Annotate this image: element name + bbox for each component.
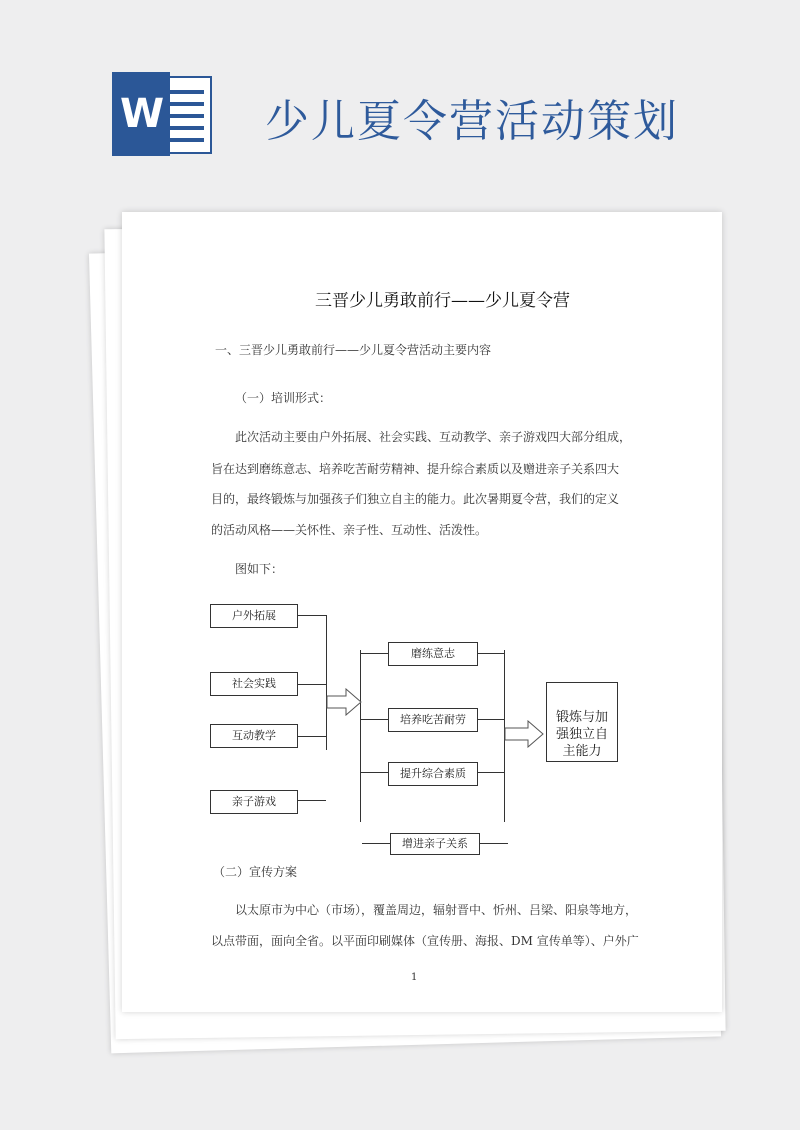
connector <box>362 843 390 844</box>
connector <box>360 719 388 720</box>
paragraph-line: 旨在达到磨练意志、培养吃苦耐劳精神、提升综合素质以及赠进亲子关系四大 <box>211 462 620 476</box>
paragraph-line: 以点带面，面向全省。以平面印刷媒体（宣传册、海报、DM 宣传单等）、户外广 <box>211 934 639 948</box>
connector <box>478 653 504 654</box>
logo-letter: W <box>112 72 170 156</box>
diagram-box-goal: 提升综合素质 <box>388 762 478 786</box>
connector <box>298 615 326 616</box>
connector <box>478 719 504 720</box>
subsection-heading: （一）培训形式： <box>235 391 332 405</box>
banner-title: 少儿夏令营活动策划 <box>265 96 679 147</box>
paragraph-line: 以太原市为中心（市场），覆盖周边，辐射晋中、忻州、吕梁、阳泉等地方， <box>235 903 638 917</box>
diagram-box-goal: 磨练意志 <box>388 642 478 666</box>
arrow-right-icon <box>326 688 362 716</box>
diagram-box-goal: 培养吃苦耐劳 <box>388 708 478 732</box>
connector <box>298 684 326 685</box>
connector <box>360 650 361 822</box>
paragraph-line: 目的，最终锻炼与加强孩子们独立自主的能力。此次暑期夏令营，我们的定义 <box>211 492 620 506</box>
result-line: 强独立自 <box>555 727 608 742</box>
document-title: 三晋少儿勇敢前行——少儿夏令营 <box>315 291 570 311</box>
page-number: 1 <box>411 972 418 983</box>
connector <box>360 772 388 773</box>
figure-label: 图如下： <box>235 562 284 576</box>
result-line: 锻炼与加 <box>555 710 608 725</box>
diagram-box-result <box>546 682 618 762</box>
subsection-heading: （二）宣传方案 <box>213 865 298 879</box>
connector <box>298 736 326 737</box>
connector <box>326 615 327 750</box>
paragraph-line: 此次活动主要由户外拓展、社会实践、互动教学、亲子游戏四大部分组成， <box>235 430 632 444</box>
section-heading: 一、三晋少儿勇敢前行——少儿夏令营活动主要内容 <box>215 343 492 357</box>
connector <box>480 843 508 844</box>
diagram-box-goal: 增进亲子关系 <box>390 833 480 855</box>
paragraph-line: 的活动风格——关怀性、亲子性、互动性、活泼性。 <box>211 523 488 537</box>
diagram-box-input: 户外拓展 <box>210 604 298 628</box>
diagram-box-input: 社会实践 <box>210 672 298 696</box>
arrow-right-icon <box>504 720 544 748</box>
result-line: 主能力 <box>562 744 602 759</box>
connector <box>478 772 504 773</box>
connector <box>298 800 326 801</box>
diagram-box-input: 亲子游戏 <box>210 790 298 814</box>
connector <box>360 653 388 654</box>
diagram-box-input: 互动教学 <box>210 724 298 748</box>
word-logo <box>112 72 212 156</box>
